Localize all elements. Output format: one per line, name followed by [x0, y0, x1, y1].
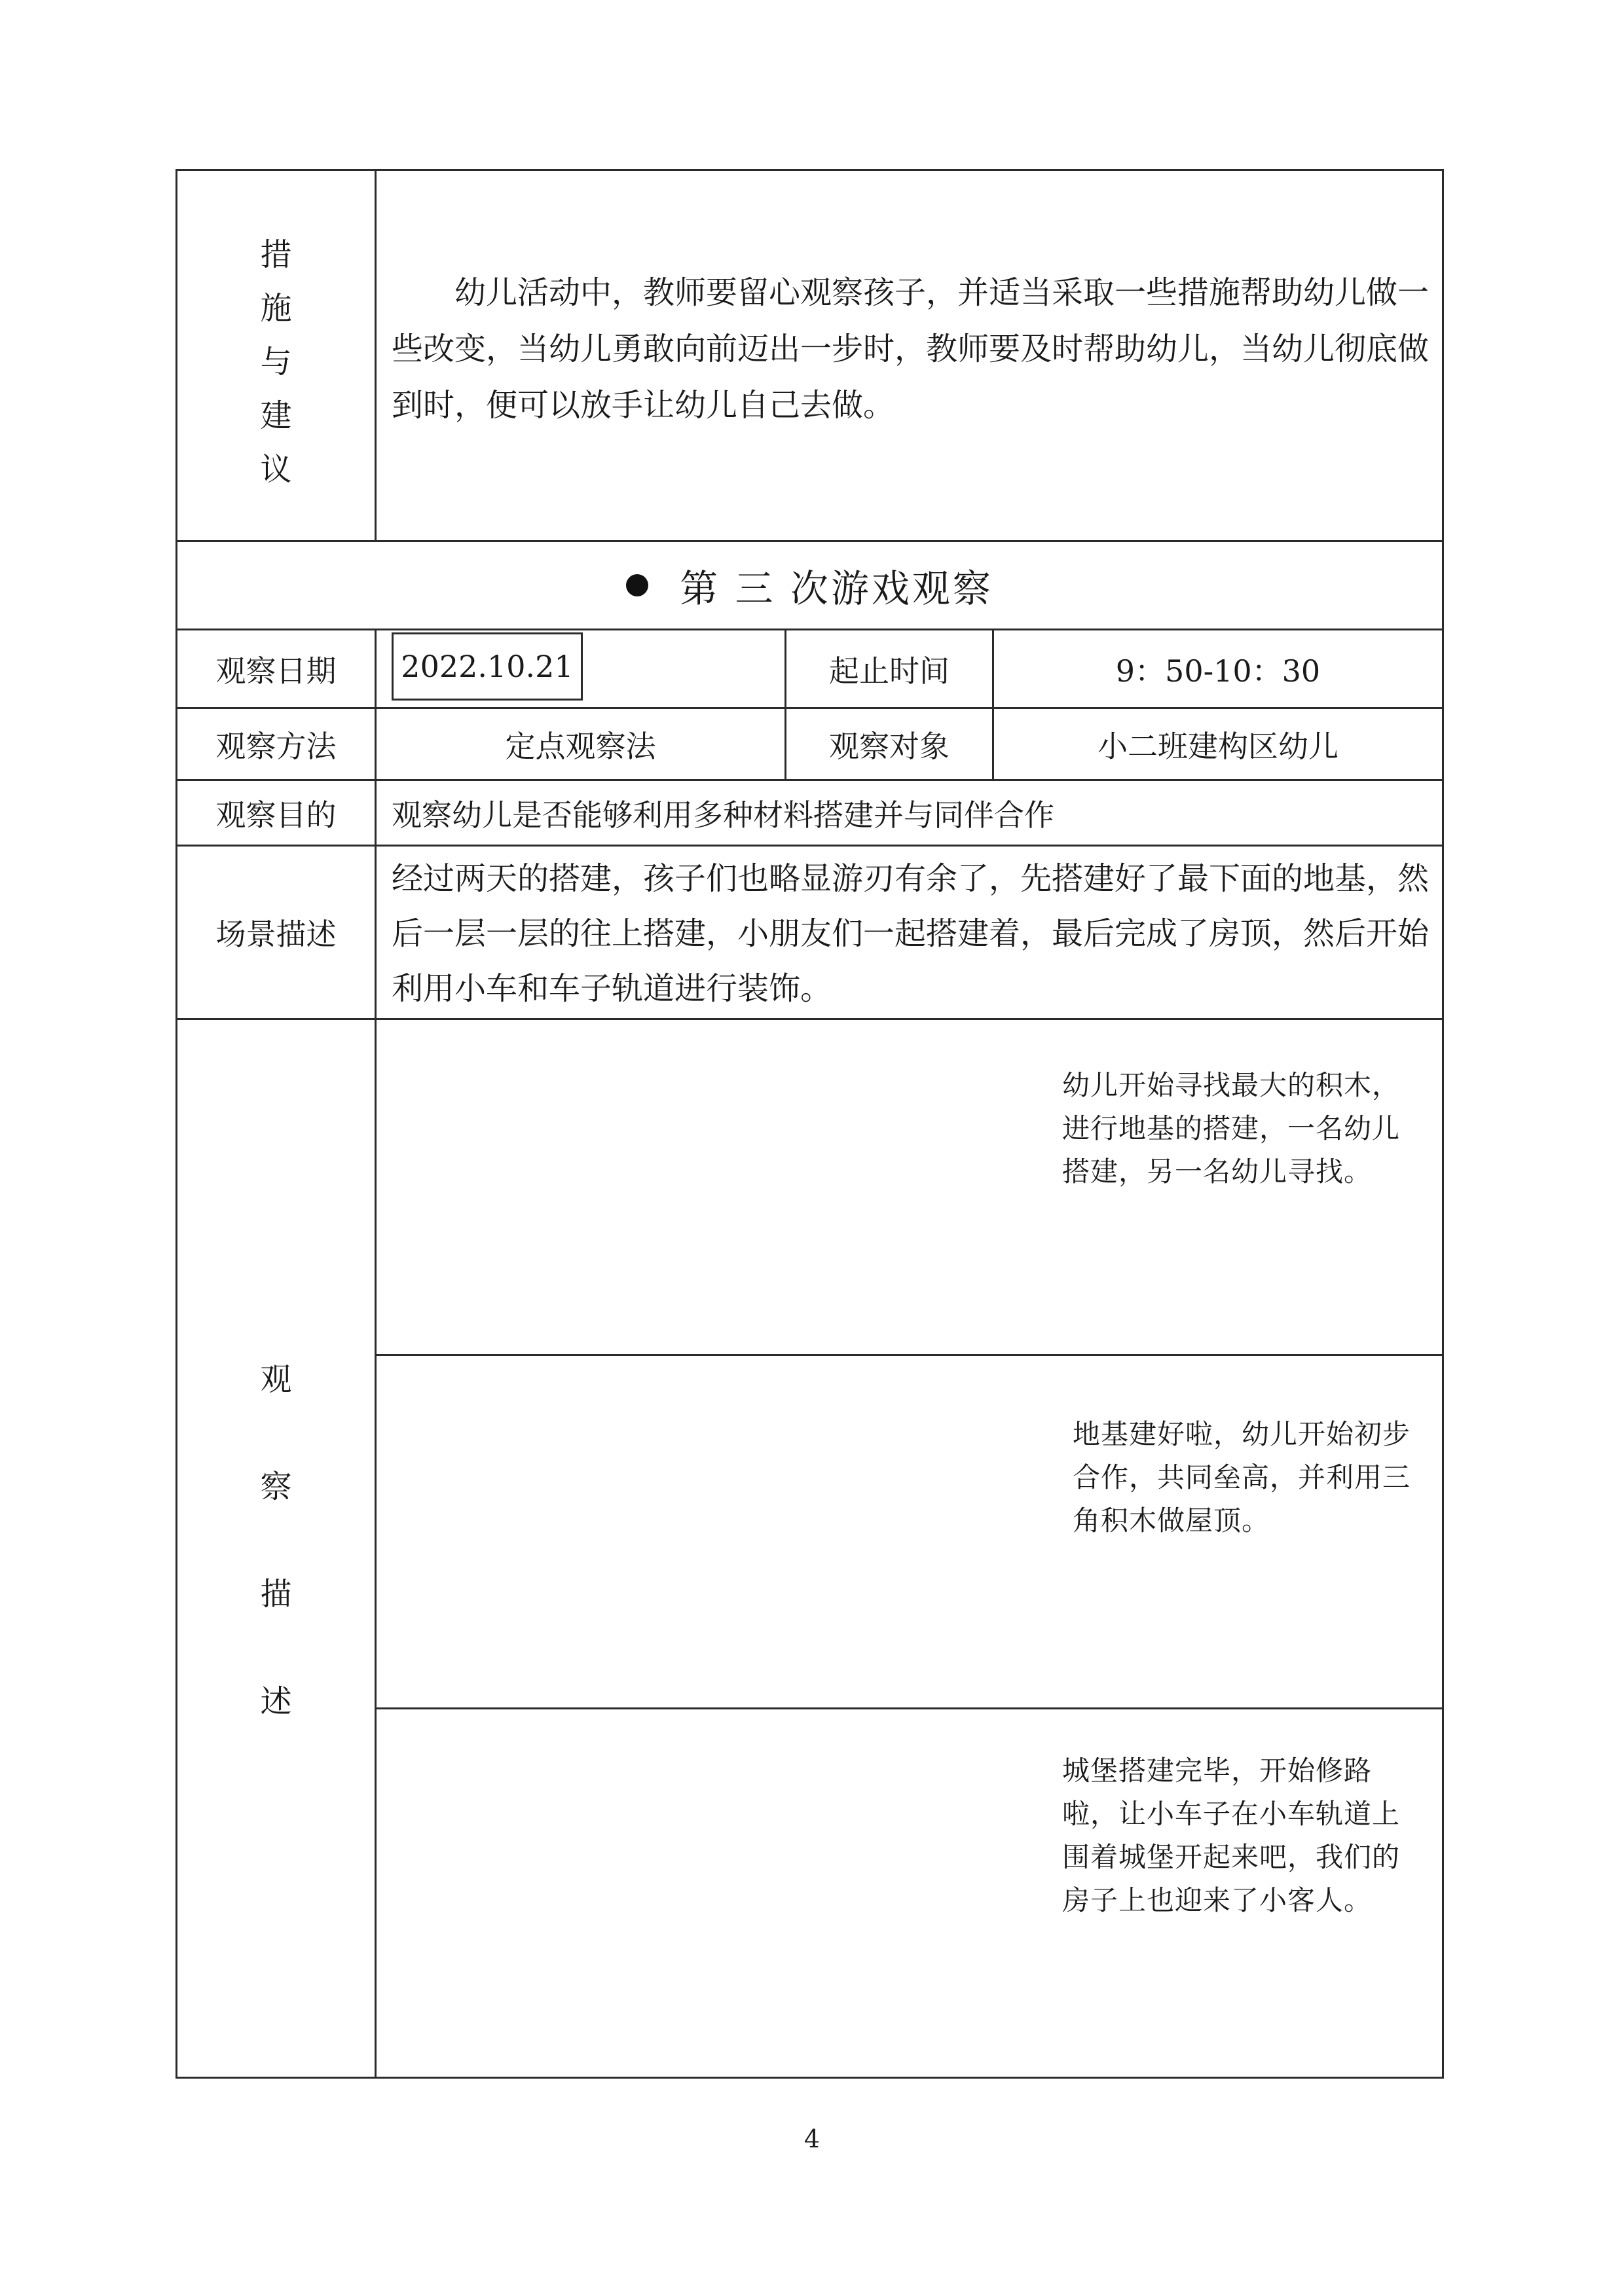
observation-label-char: 察: [260, 1468, 292, 1505]
target-label: 观察对象: [829, 728, 950, 764]
row-divider: [175, 1018, 1444, 1020]
scene-value: 经过两天的搭建，孩子们也略显游刃有余了，先搭建好了最下面的地基，然后一层一层的往上搭建，小朋友们一起搭建着，最后完成了房顶，然后开始利用小车和车子轨道进行装饰。: [392, 860, 1430, 1007]
purpose-label: 观察目的: [215, 797, 337, 833]
measures-label: [177, 169, 375, 540]
section-title: 第 三 次游戏观察: [680, 566, 993, 611]
observation-caption: 地基建好啦，幼儿开始初步合作，共同垒高，并利用三角积木做屋顶。: [1073, 1418, 1411, 1537]
section-title-row: [177, 542, 1442, 629]
observation-caption: 幼儿开始寻找最大的积木，进行地基的搭建，一名幼儿搭建，另一名幼儿寻找。: [1062, 1069, 1401, 1188]
measures-label-char: 建: [260, 397, 292, 434]
measures-label-char: 施: [260, 290, 292, 327]
observation-label-char: 观: [260, 1361, 292, 1398]
method-value: 定点观察法: [505, 728, 656, 764]
scene-label: 场景描述: [215, 917, 337, 952]
observation-label-char: 描: [260, 1576, 292, 1613]
row-divider: [376, 1354, 1444, 1356]
time-label: 起止时间: [829, 653, 950, 689]
target-value: 小二班建构区幼儿: [1098, 728, 1338, 764]
time-value: 9：50-10：30: [1115, 653, 1321, 689]
measures-label-char: 措: [260, 236, 292, 273]
table-border-right: [1442, 169, 1444, 2079]
date-label: 观察日期: [215, 653, 337, 689]
measures-text: 幼儿活动中，教师要留心观察孩子，并适当采取一些措施帮助幼儿做一些改变，当幼儿勇敢向前迈出一步时，教师要及时帮助幼儿，当幼儿彻底做到时，便可以放手让幼儿自己去做。: [392, 274, 1430, 424]
method-label: 观察方法: [215, 728, 337, 764]
observation-label-char: 述: [260, 1683, 292, 1720]
observation-label: [177, 1354, 375, 1783]
purpose-value: 观察幼儿是否能够利用多种材料搭建并与同伴合作: [392, 797, 1054, 833]
row-divider: [376, 1707, 1444, 1709]
page-number: 4: [803, 2124, 821, 2153]
date-value: 2022.10.21: [392, 632, 583, 701]
observation-caption: 城堡搭建完毕，开始修路啦，让小车子在小车轨道上围着城堡开起来吧，我们的房子上也迎来了小客人。: [1062, 1755, 1401, 1916]
measures-label-char: 议: [260, 451, 292, 488]
table-border-bottom: [175, 2077, 1444, 2079]
measures-label-char: 与: [260, 344, 292, 380]
col-divider: [375, 629, 377, 2079]
bullet-icon: [626, 574, 648, 596]
col-divider: [375, 169, 377, 542]
